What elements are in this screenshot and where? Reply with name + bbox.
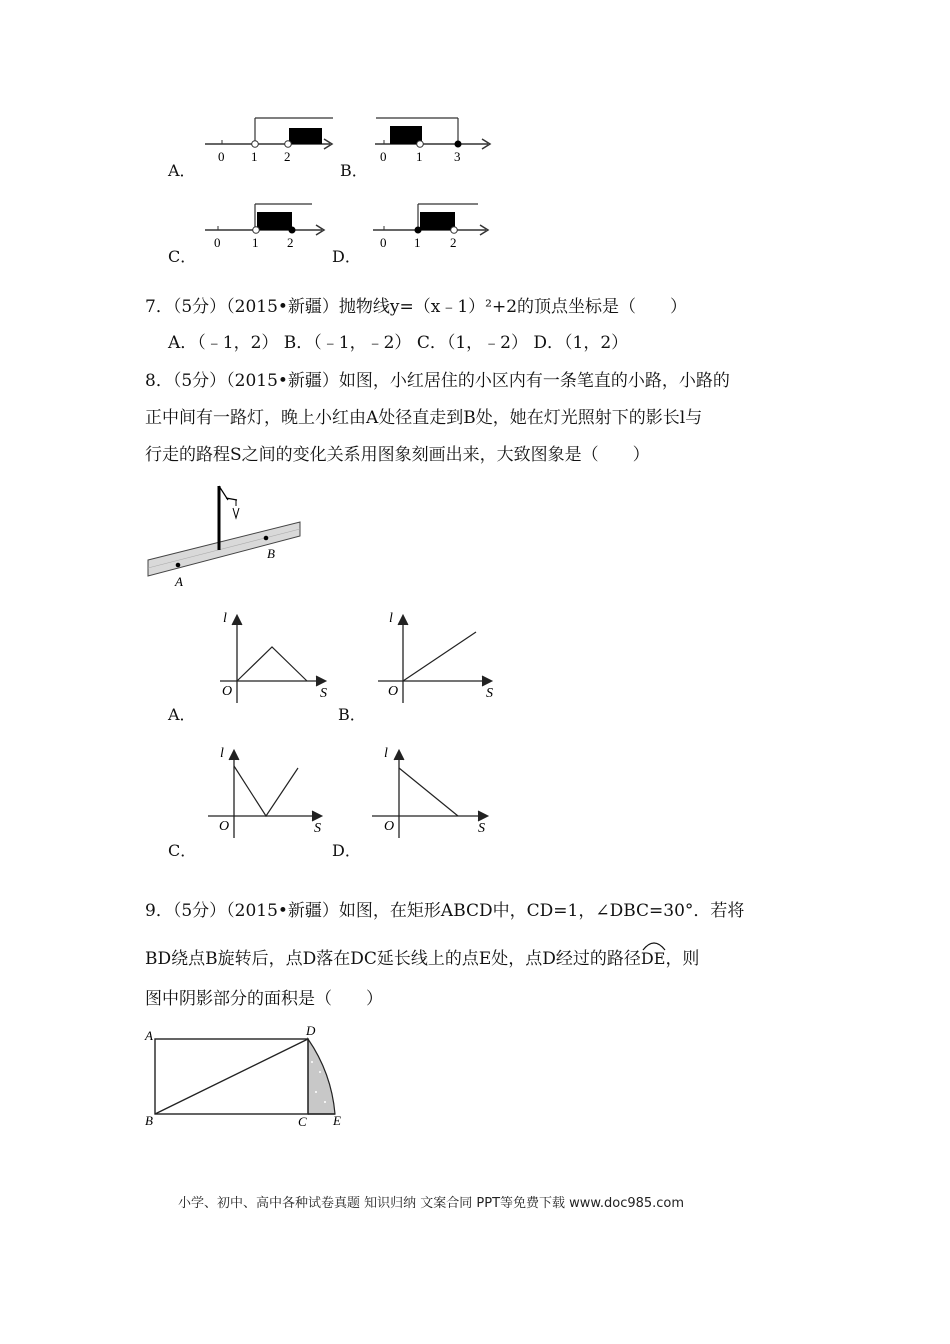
origin-label: O [219,819,230,834]
arc-symbol-icon [641,939,667,951]
tick-label: 1 [252,235,259,250]
tick-label: 2 [450,235,457,250]
q6-option-c-label: C． [168,247,197,266]
tick-label: 3 [454,149,461,164]
y-axis-label: l [389,611,393,626]
x-axis-label: S [320,686,327,701]
q7-choices: A．（﹣1，2） B．（﹣1，﹣2） C．（1，﹣2） D．（1，2） [168,333,629,353]
q6-number-line-b [370,112,500,167]
y-axis-label: l [223,611,227,626]
tick-label: 0 [218,149,225,164]
q6-option-d-label: D． [332,247,361,266]
q9-stem-line-1: 9．（5分）（2015•新疆）如图，在矩形ABCD中，CD=1，∠DBC=30°．若将 [145,901,745,921]
q9-rectangle-figure [140,1022,355,1132]
q9-stem-line-2 [145,944,699,969]
q9-stem-line-3: 图中阴影部分的面积是（ ） [145,989,383,1009]
origin-label: O [222,684,233,699]
q8-graph-a [210,605,340,705]
point-b-label: B [267,546,275,561]
arc-label: DE [640,949,666,968]
q8-stem-line-2: 正中间有一路灯，晚上小红由A处径直走到B处，她在灯光照射下的影长l与 [145,408,703,428]
q9-stem-line-2-pre: BD绕点B旋转后，点D落在DC延长线上的点E处，点D经过的路径 [145,949,641,969]
tick-label: 0 [380,235,387,250]
tick-label: 2 [287,235,294,250]
x-axis-label: S [478,821,485,836]
tick-label: 1 [251,149,258,164]
tick-label: 1 [414,235,421,250]
q8-option-d-label: D． [332,841,361,860]
page-footer: 小学、初中、高中各种试卷真题 知识归纳 文案合同 PPT等免费下载 www.doc985.com [178,1196,685,1211]
q8-street-lamp-figure [140,478,310,593]
x-axis-label: S [314,821,321,836]
q6-option-b-label: B． [340,161,368,180]
origin-label: O [388,684,399,699]
y-axis-label: l [220,746,224,761]
q6-number-line-c [200,198,335,253]
q8-option-a-label: A． [168,705,196,724]
tick-label: 0 [214,235,221,250]
tick-label: 2 [284,149,291,164]
y-axis-label: l [384,746,388,761]
tick-label: 1 [416,149,423,164]
q8-stem-line-1: 8．（5分）（2015•新疆）如图，小红居住的小区内有一条笔直的小路，小路的 [145,371,730,391]
q8-option-b-label: B． [338,705,366,724]
vertex-c-label: C [298,1114,307,1129]
vertex-b-label: B [145,1113,153,1128]
q8-graph-b [376,605,506,705]
q6-option-a-label: A． [168,161,196,180]
vertex-a-label: A [145,1028,153,1043]
vertex-e-label: E [333,1113,341,1128]
q9-stem-line-2-post: ，则 [665,949,700,969]
q8-graph-c [206,740,336,840]
q6-number-line-d [368,198,498,253]
vertex-d-label: D [306,1023,316,1038]
q7-stem: 7．（5分）（2015•新疆）抛物线y=（x﹣1）²+2的顶点坐标是（ ） [145,297,688,317]
point-a-label: A [175,574,183,589]
x-axis-label: S [486,686,493,701]
q6-number-line-a [200,112,340,167]
q8-graph-d [370,740,500,840]
q8-option-c-label: C． [168,841,197,860]
tick-label: 0 [380,149,387,164]
arc-de-notation [641,947,666,969]
q8-stem-line-3: 行走的路程S之间的变化关系用图象刻画出来，大致图象是（ ） [145,445,650,465]
origin-label: O [384,819,395,834]
